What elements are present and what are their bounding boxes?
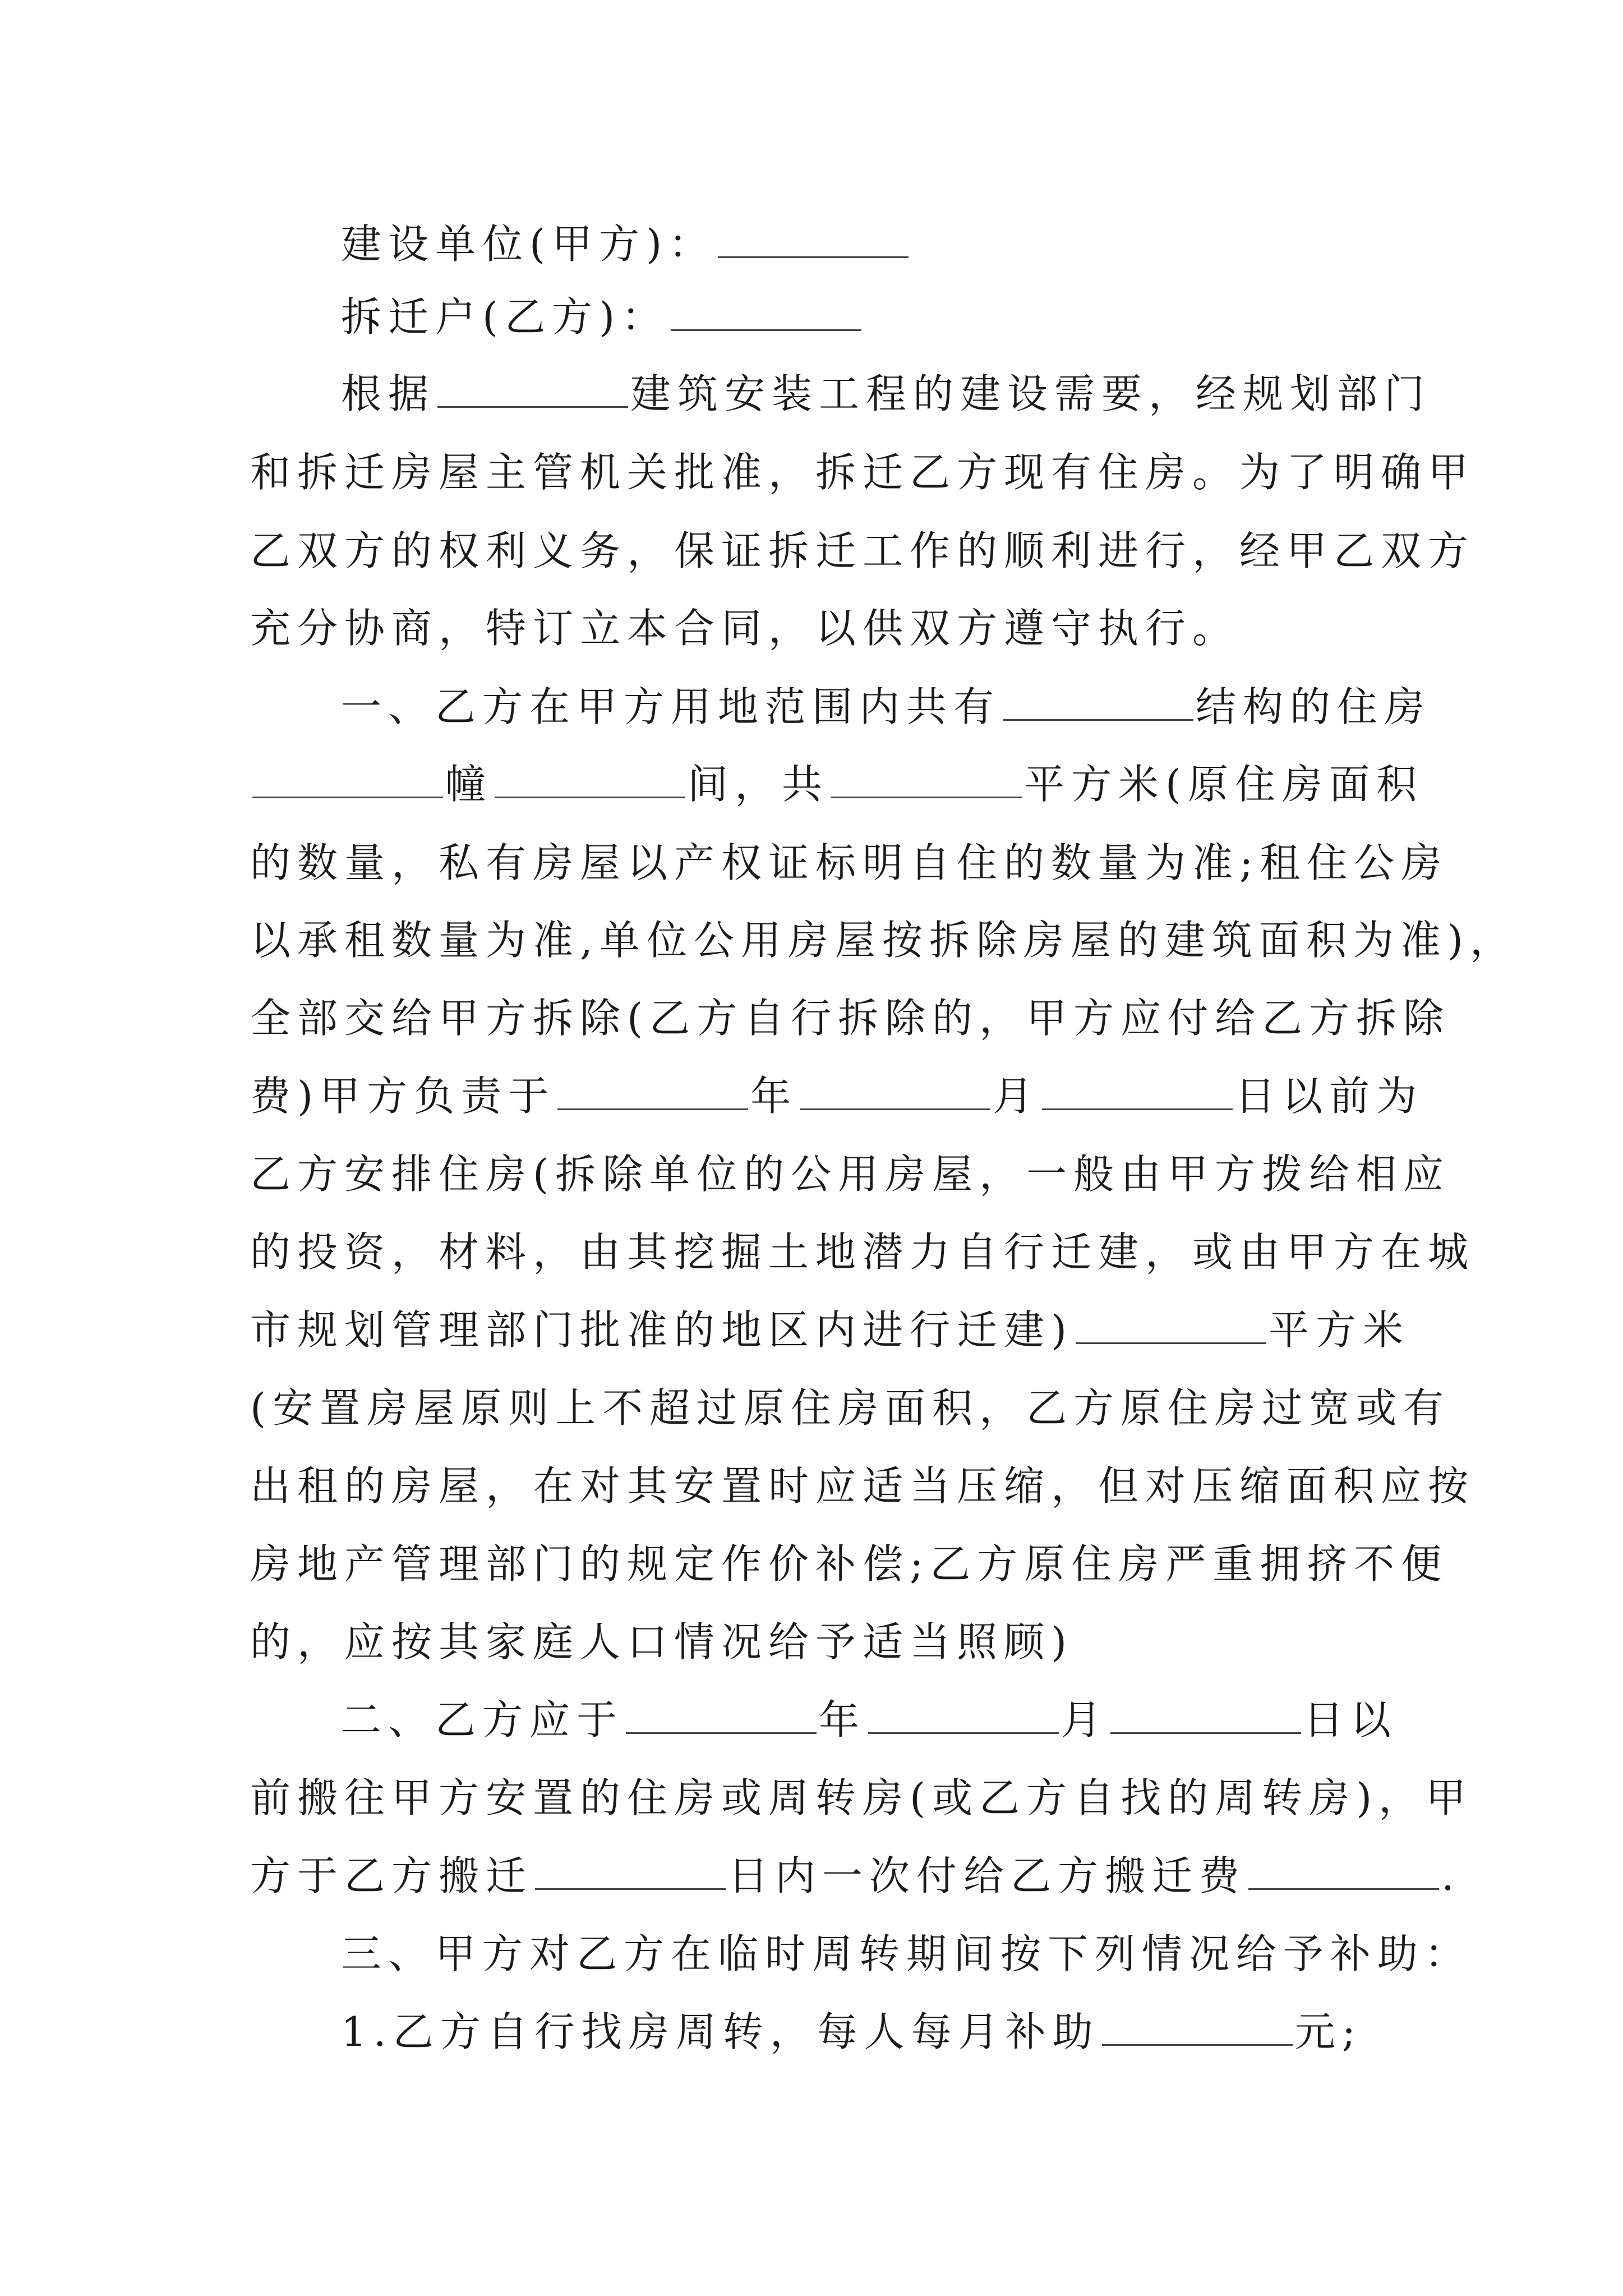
text-segment: 前搬往甲方安置的住房或周转房(或乙方自找的周转房)，甲 bbox=[250, 1774, 1473, 1821]
text-segment: 和拆迁房屋主管机关批准，拆迁乙方现有住房。为了明确甲 bbox=[250, 449, 1476, 496]
clause-1-line-1 bbox=[341, 670, 1432, 743]
month-blank[interactable] bbox=[800, 1103, 990, 1110]
room-count-blank[interactable] bbox=[495, 791, 685, 798]
text-segment: 间，共 bbox=[688, 761, 829, 808]
text-segment: 月 bbox=[993, 1073, 1040, 1120]
day-blank[interactable] bbox=[1042, 1103, 1233, 1110]
clause-1-line-6 bbox=[250, 1060, 1424, 1133]
text-segment: 幢 bbox=[445, 761, 493, 808]
clause-2-line-3 bbox=[250, 1839, 1461, 1912]
subsidy-amount-blank[interactable] bbox=[1102, 2039, 1293, 2046]
text-segment: 以承租数量为准,单位公用房屋按拆除房屋的建筑面积为准)， bbox=[250, 917, 1517, 964]
text-segment: 三、甲方对乙方在临时周转期间按下列情况给予补助： bbox=[341, 1930, 1472, 1977]
text-segment: 日以 bbox=[1303, 1696, 1398, 1743]
text-segment: 的投资，材料，由其挖掘土地潜力自行迁建，或由甲方在城 bbox=[250, 1228, 1476, 1276]
clause-1-line-13 bbox=[250, 1605, 1383, 1678]
text-segment: 方于乙方搬迁 bbox=[250, 1852, 533, 1899]
clause-1-line-9 bbox=[250, 1294, 1410, 1366]
move-day-blank[interactable] bbox=[1110, 1727, 1301, 1734]
text-segment: 费)甲方负责于 bbox=[250, 1073, 556, 1120]
text-segment: 市规划管理部门批准的地区内进行迁建) bbox=[250, 1306, 1074, 1354]
text-segment: 房地产管理部门的规定作价补偿;乙方原住房严重拥挤不便 bbox=[250, 1540, 1449, 1588]
text-segment: . bbox=[1441, 1852, 1461, 1899]
clause-1-line-10 bbox=[250, 1372, 1451, 1444]
moving-fee-blank[interactable] bbox=[1248, 1883, 1439, 1890]
area-blank[interactable] bbox=[831, 791, 1022, 798]
project-name-blank[interactable] bbox=[437, 401, 628, 408]
text-segment: 平方米(原住房面积 bbox=[1024, 761, 1424, 808]
text-segment: 元; bbox=[1294, 2008, 1362, 2055]
text-segment: 平方米 bbox=[1269, 1306, 1410, 1354]
text-segment: 根据 bbox=[341, 370, 436, 417]
clause-3-line-1 bbox=[341, 1917, 1472, 1990]
payment-days-blank[interactable] bbox=[535, 1883, 726, 1890]
clause-1-line-12 bbox=[250, 1527, 1449, 1600]
text-segment: 年 bbox=[750, 1073, 798, 1120]
resettlement-area-blank[interactable] bbox=[1076, 1337, 1266, 1344]
move-month-blank[interactable] bbox=[868, 1727, 1059, 1734]
clause-1-line-7 bbox=[250, 1138, 1451, 1211]
party-a-label: 建设单位(甲方)： bbox=[341, 220, 716, 268]
preamble-line-2 bbox=[250, 436, 1476, 509]
text-segment: 结构的住房 bbox=[1196, 683, 1432, 730]
clause-1-line-3 bbox=[250, 826, 1449, 899]
text-segment: 的，应按其家庭人口情况给予适当照顾) bbox=[250, 1618, 1074, 1665]
clause-3-item-1 bbox=[341, 1995, 1384, 2068]
party-b-blank[interactable] bbox=[671, 324, 861, 331]
party-b-label: 拆迁户(乙方)： bbox=[341, 293, 669, 341]
party-b-line bbox=[341, 280, 1384, 353]
clause-1-line-5 bbox=[250, 982, 1451, 1055]
text-segment: 1.乙方自行找房周转，每人每月补助 bbox=[341, 2008, 1100, 2055]
clause-1-line-2 bbox=[250, 748, 1424, 821]
text-segment: 日以前为 bbox=[1235, 1073, 1424, 1120]
text-segment: 全部交给甲方拆除(乙方自行拆除的，甲方应付给乙方拆除 bbox=[250, 995, 1451, 1042]
building-count-blank[interactable] bbox=[252, 791, 443, 798]
preamble-line-1 bbox=[341, 357, 1432, 430]
clause-1-line-8 bbox=[250, 1216, 1476, 1289]
text-segment: (安置房屋原则上不超过原住房面积，乙方原住房过宽或有 bbox=[250, 1384, 1451, 1432]
preamble-line-4 bbox=[250, 592, 1383, 665]
party-a-blank[interactable] bbox=[718, 251, 909, 258]
clause-2-line-2 bbox=[250, 1761, 1473, 1834]
text-segment: 的数量，私有房屋以产权证标明自住的数量为准;租住公房 bbox=[250, 839, 1449, 886]
text-segment: 出租的房屋，在对其安置时应适当压缩，但对压缩面积应按 bbox=[250, 1462, 1476, 1510]
clause-1-line-4 bbox=[250, 904, 1517, 977]
text-segment: 充分协商，特订立本合同，以供双方遵守执行。 bbox=[250, 605, 1240, 652]
text-segment: 一、乙方在甲方用地范围内共有 bbox=[341, 683, 1001, 730]
year-blank[interactable] bbox=[557, 1103, 748, 1110]
party-a-line bbox=[341, 208, 1384, 280]
text-segment: 二、乙方应于 bbox=[341, 1696, 624, 1743]
text-segment: 月 bbox=[1061, 1696, 1109, 1743]
preamble-line-3 bbox=[250, 514, 1476, 587]
text-segment: 年 bbox=[819, 1696, 866, 1743]
move-year-blank[interactable] bbox=[626, 1727, 817, 1734]
structure-type-blank[interactable] bbox=[1003, 714, 1193, 721]
text-segment: 乙方安排住房(拆除单位的公用房屋，一般由甲方拨给相应 bbox=[250, 1151, 1451, 1198]
text-segment: 乙双方的权利义务，保证拆迁工作的顺利进行，经甲乙双方 bbox=[250, 527, 1476, 574]
clause-1-line-11 bbox=[250, 1450, 1476, 1522]
text-segment: 日内一次付给乙方搬迁费 bbox=[728, 1852, 1247, 1899]
clause-2-line-1 bbox=[341, 1683, 1398, 1756]
text-segment: 建筑安装工程的建设需要，经规划部门 bbox=[630, 370, 1432, 417]
